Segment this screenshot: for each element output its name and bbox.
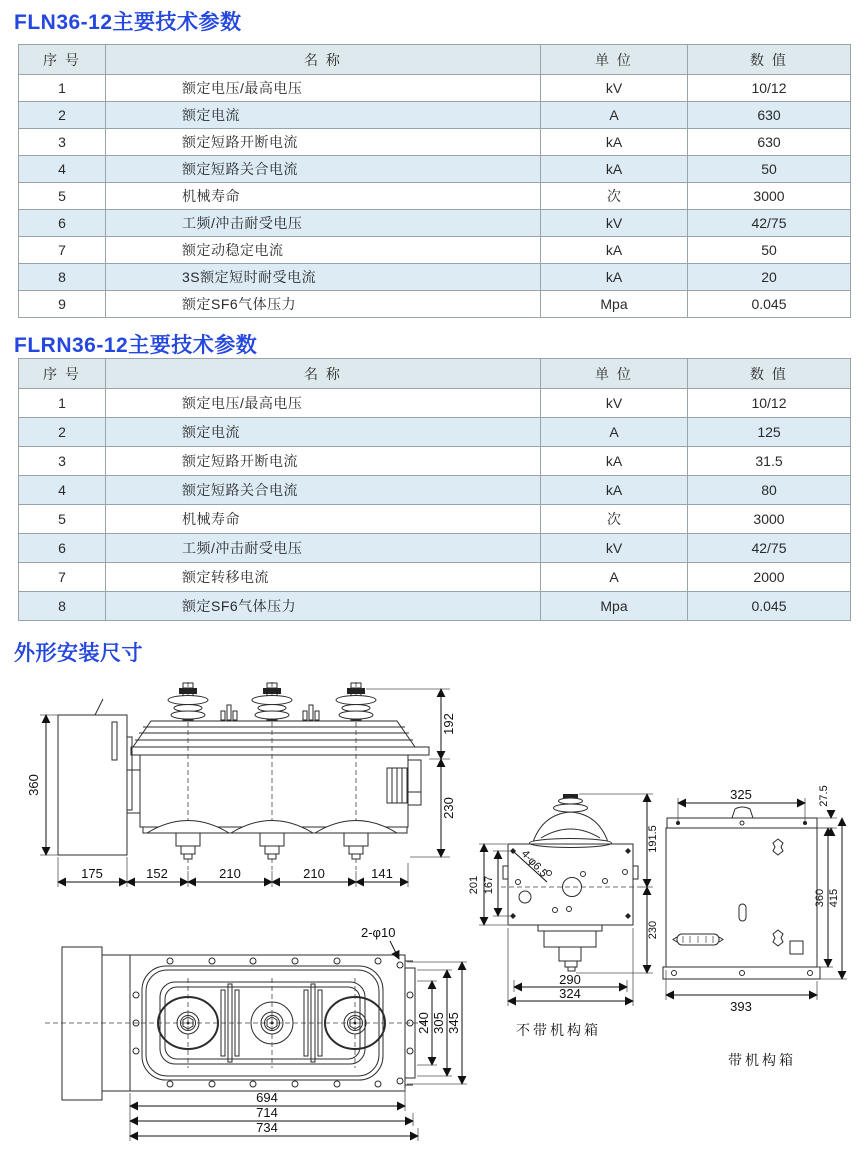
dim-192: 192 (441, 713, 456, 735)
cell-name: 工频/冲击耐受电压 (106, 210, 541, 237)
cell-value: 3000 (688, 183, 851, 210)
cell-value: 0.045 (688, 291, 851, 318)
cell-unit: kA (541, 129, 688, 156)
box-link-block (127, 770, 140, 813)
dim-230: 230 (441, 797, 456, 819)
header-name: 名 称 (106, 45, 541, 75)
cell-value: 630 (688, 102, 851, 129)
cell-seq: 9 (19, 291, 106, 318)
header-seq: 序 号 (19, 359, 106, 389)
bushing-nub (565, 961, 577, 967)
cell-value: 125 (688, 418, 851, 447)
cell-unit: kV (541, 210, 688, 237)
table-row (19, 75, 851, 102)
cell-seq: 4 (19, 476, 106, 505)
mechanism-box-drawing (660, 780, 867, 1020)
table-row (19, 534, 851, 563)
cell-seq: 3 (19, 129, 106, 156)
cell-value: 42/75 (688, 534, 851, 563)
dim-175: 175 (81, 866, 103, 881)
table-row (19, 592, 851, 621)
cell-value: 20 (688, 264, 851, 291)
cell-value: 80 (688, 476, 851, 505)
dim-325: 325 (730, 787, 752, 802)
terminal-pins (303, 705, 319, 720)
slot-cutout (739, 904, 746, 921)
hole (516, 880, 521, 885)
table-row (19, 156, 851, 183)
plate-view-drawing (463, 782, 663, 1018)
dim-694: 694 (256, 1090, 278, 1105)
cell-name: 机械寿命 (106, 505, 541, 534)
cell-unit: kA (541, 264, 688, 291)
table-row (19, 476, 851, 505)
cell-seq: 4 (19, 156, 106, 183)
hole (567, 907, 572, 912)
mount-hole-marker (625, 913, 631, 919)
cell-name: 额定SF6气体压力 (106, 291, 541, 318)
keyhole-cutout (773, 930, 783, 946)
bottom-bushing (147, 821, 229, 860)
cell-value: 2000 (688, 563, 851, 592)
insulator-shed (554, 804, 588, 812)
header-name: 名 称 (106, 359, 541, 389)
cell-name: 额定短路开断电流 (106, 129, 541, 156)
dim-230: 230 (647, 920, 659, 940)
cell-seq: 7 (19, 563, 106, 592)
top-view-drawing (20, 920, 475, 1158)
bushing-lid (538, 925, 602, 931)
table-row (19, 237, 851, 264)
dim-345: 345 (446, 1012, 461, 1034)
cell-unit: kA (541, 237, 688, 264)
hole (603, 879, 608, 884)
bushing-tip (568, 967, 575, 971)
rail-hole (808, 971, 813, 976)
section-title-outline: 外形安装尺寸 (14, 642, 143, 665)
cell-unit: Mpa (541, 291, 688, 318)
cell-name: 额定电压/最高电压 (106, 389, 541, 418)
cell-unit: 次 (541, 505, 688, 534)
label-with-mechanism-box: 带机构箱 (728, 1052, 796, 1068)
fln-params-table (18, 44, 851, 318)
cell-name: 工频/冲击耐受电压 (106, 534, 541, 563)
dim-360: 360 (26, 774, 41, 796)
cell-seq: 6 (19, 210, 106, 237)
dim-191.5: 191.5 (647, 825, 659, 853)
table-row (19, 389, 851, 418)
table-row (19, 210, 851, 237)
dim-415: 415 (828, 888, 840, 908)
callout-leader (390, 941, 399, 959)
front-view-drawing (20, 680, 460, 910)
cell-unit: A (541, 563, 688, 592)
hole (623, 870, 628, 875)
tank-dome (133, 721, 415, 747)
cell-value: 10/12 (688, 389, 851, 418)
dim-210b: 210 (303, 866, 325, 881)
dim-734: 734 (256, 1120, 278, 1135)
table-row (19, 129, 851, 156)
dim-360: 360 (814, 888, 826, 908)
header-value: 数 值 (688, 45, 851, 75)
table-row (19, 563, 851, 592)
section-title-fln: FLN36-12主要技术参数 (14, 11, 242, 34)
mount-point (676, 821, 680, 825)
cell-seq: 8 (19, 592, 106, 621)
cell-seq: 6 (19, 534, 106, 563)
square-cutout (790, 941, 803, 954)
cell-name: 额定动稳定电流 (106, 237, 541, 264)
insulator-base (530, 839, 612, 848)
dim-240: 240 (416, 1012, 431, 1034)
box-slot (112, 722, 117, 760)
terminal-pins (221, 705, 237, 720)
side-bracket (408, 760, 421, 805)
dim-152: 152 (146, 866, 168, 881)
rail-hole (672, 971, 677, 976)
connector-cutout (673, 934, 723, 945)
box-lever (95, 699, 103, 715)
table-row (19, 291, 851, 318)
cell-seq: 1 (19, 389, 106, 418)
cell-name: 3S额定短时耐受电流 (106, 264, 541, 291)
dim-27.5: 27.5 (818, 785, 830, 807)
cell-seq: 5 (19, 505, 106, 534)
cell-unit: 次 (541, 183, 688, 210)
table-row (19, 102, 851, 129)
mount-hole-marker (510, 913, 516, 919)
cell-name: 额定电流 (106, 418, 541, 447)
mechanism-box-top (62, 947, 102, 1100)
callout-4-d6.5: 4-φ6.5 (518, 847, 550, 880)
bottom-rail (663, 967, 820, 979)
cell-value: 50 (688, 156, 851, 183)
keyhole-cutout (773, 839, 783, 855)
top-rail (667, 818, 817, 828)
insulator-cap (563, 794, 578, 798)
cell-unit: kV (541, 534, 688, 563)
insulator-shed (559, 798, 583, 804)
header-unit: 单 位 (541, 359, 688, 389)
dim-305: 305 (431, 1012, 446, 1034)
hole (553, 908, 558, 913)
dim-714: 714 (256, 1105, 278, 1120)
cell-unit: kA (541, 156, 688, 183)
cell-name: 额定短路开断电流 (106, 447, 541, 476)
insulator (168, 683, 208, 720)
cell-seq: 8 (19, 264, 106, 291)
cell-unit: kA (541, 476, 688, 505)
table-row (19, 447, 851, 476)
header-value: 数 值 (688, 359, 851, 389)
cell-value: 3000 (688, 505, 851, 534)
insulator-bell (533, 812, 608, 842)
cell-seq: 3 (19, 447, 106, 476)
header-unit: 单 位 (541, 45, 688, 75)
bottom-bushing (315, 821, 397, 860)
table-row (19, 264, 851, 291)
flrn-params-table (18, 358, 851, 621)
cell-seq: 2 (19, 418, 106, 447)
label-without-mechanism-box: 不带机构箱 (516, 1022, 601, 1038)
cell-value: 630 (688, 129, 851, 156)
cell-unit: kV (541, 75, 688, 102)
cell-name: 额定短路关合电流 (106, 476, 541, 505)
table-row (19, 505, 851, 534)
table-header-row (19, 45, 851, 75)
cell-unit: Mpa (541, 592, 688, 621)
cell-name: 机械寿命 (106, 183, 541, 210)
cell-unit: kA (541, 447, 688, 476)
cell-seq: 5 (19, 183, 106, 210)
dim-324: 324 (559, 986, 581, 1001)
dim-210a: 210 (219, 866, 241, 881)
tank-flange-band (131, 747, 429, 755)
right-tab (633, 866, 638, 879)
table-row (19, 418, 851, 447)
dim-167: 167 (483, 875, 495, 895)
cell-name: 额定短路关合电流 (106, 156, 541, 183)
bushing-step (559, 947, 581, 961)
bottom-bushing (231, 821, 313, 860)
cell-value: 50 (688, 237, 851, 264)
cell-value: 31.5 (688, 447, 851, 476)
dim-393: 393 (730, 999, 752, 1014)
cell-unit: A (541, 102, 688, 129)
cell-unit: A (541, 418, 688, 447)
left-tab (503, 866, 508, 879)
hole (519, 891, 531, 903)
dim-290: 290 (559, 972, 581, 987)
tank-body (140, 755, 408, 827)
dim-201: 201 (468, 875, 480, 895)
table-row (19, 183, 851, 210)
cell-value: 0.045 (688, 592, 851, 621)
section-title-flrn: FLRN36-12主要技术参数 (14, 334, 258, 357)
cell-value: 10/12 (688, 75, 851, 102)
hole (581, 872, 586, 877)
callout-2-d10: 2-φ10 (361, 925, 396, 940)
cell-value: 42/75 (688, 210, 851, 237)
dim-141: 141 (371, 866, 393, 881)
box-panel (666, 828, 817, 967)
cell-name: 额定转移电流 (106, 563, 541, 592)
table-header-row (19, 359, 851, 389)
mount-hole-marker (625, 848, 631, 854)
cell-seq: 7 (19, 237, 106, 264)
cell-seq: 2 (19, 102, 106, 129)
header-seq: 序 号 (19, 45, 106, 75)
cell-name: 额定SF6气体压力 (106, 592, 541, 621)
bushing-body (544, 931, 596, 947)
cell-name: 额定电压/最高电压 (106, 75, 541, 102)
mount-point (803, 821, 807, 825)
cell-unit: kV (541, 389, 688, 418)
cell-seq: 1 (19, 75, 106, 102)
insulator (252, 683, 292, 720)
rail-hole (740, 821, 744, 825)
rail-hole (740, 971, 745, 976)
cell-name: 额定电流 (106, 102, 541, 129)
lift-bracket (732, 807, 753, 818)
insulator (336, 683, 376, 720)
